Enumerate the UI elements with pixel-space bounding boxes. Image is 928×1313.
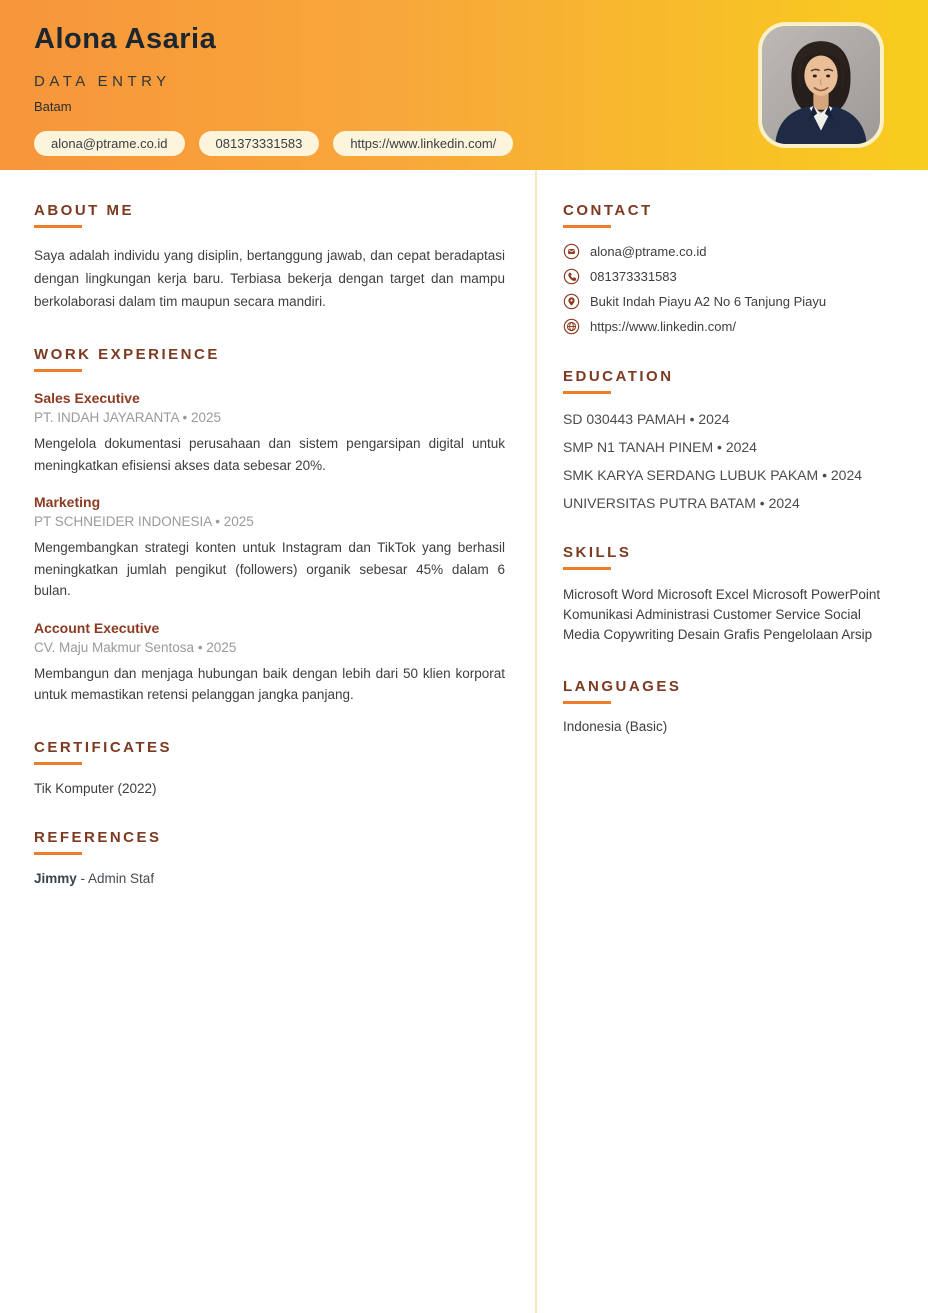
- email-icon: [563, 243, 580, 260]
- job-title: Account Executive: [34, 619, 160, 636]
- heading-underline: [34, 369, 82, 372]
- contact-row-email: [563, 243, 892, 260]
- person-name: Alona Asaria: [34, 23, 217, 55]
- education-item: SMK KARYA SERDANG LUBUK PAKAM • 2024: [563, 467, 863, 483]
- heading-underline: [563, 391, 611, 394]
- reference-role: - Admin Staf: [76, 870, 155, 886]
- phone-pill: 081373331583: [199, 131, 320, 156]
- job-entry: [34, 620, 505, 706]
- email-pill: alona@ptrame.co.id: [34, 131, 185, 156]
- languages-heading: LANGUAGES: [563, 678, 682, 695]
- education-list: [563, 411, 892, 511]
- about-heading: ABOUT ME: [34, 202, 134, 219]
- contact-phone-text: 081373331583: [590, 269, 677, 284]
- heading-underline: [563, 701, 611, 704]
- education-heading: EDUCATION: [563, 368, 674, 385]
- job-entry: [34, 390, 505, 476]
- right-column: [537, 170, 928, 1313]
- location-icon: [563, 293, 580, 310]
- skills-heading: SKILLS: [563, 544, 632, 561]
- contact-pills: [34, 131, 513, 156]
- heading-underline: [34, 852, 82, 855]
- section-references: [34, 829, 505, 886]
- certificates-heading: CERTIFICATES: [34, 738, 173, 756]
- contact-email-text: alona@ptrame.co.id: [590, 244, 707, 259]
- job-company: CV. Maju Makmur Sentosa • 2025: [34, 639, 237, 655]
- section-education: [563, 368, 892, 511]
- reference-name: Jimmy: [34, 870, 77, 886]
- contact-row-website: [563, 318, 892, 335]
- section-skills: [563, 544, 892, 645]
- job-entry: [34, 494, 505, 602]
- education-item: SMP N1 TANAH PINEM • 2024: [563, 439, 757, 455]
- skills-text: Microsoft Word Microsoft Excel Microsoft PowerPoint Komunikasi Administrasi Customer Service Social Media Copywriting Desain Grafis Pengelolaan Arsip: [563, 587, 881, 642]
- contact-list: [563, 243, 892, 335]
- contact-row-address: [563, 293, 892, 310]
- left-column: [0, 170, 537, 1313]
- reference-item: [34, 871, 505, 886]
- job-company: PT SCHNEIDER INDONESIA • 2025: [34, 514, 254, 529]
- main-content: [0, 170, 928, 1313]
- linkedin-pill[interactable]: https://www.linkedin.com/: [333, 131, 513, 156]
- person-location: Batam: [34, 99, 72, 114]
- references-heading: REFERENCES: [34, 828, 162, 846]
- certificate-item: Tik Komputer (2022): [34, 780, 157, 796]
- portrait-illustration: [762, 26, 880, 144]
- job-description: Mengembangkan strategi konten untuk Instagram dan TikTok yang berhasil meningkatkan jumlah pengikut (followers) organik sebesar 45% dalam 6 bulan.: [34, 540, 505, 598]
- contact-website-text[interactable]: https://www.linkedin.com/: [590, 319, 736, 334]
- phone-icon: [563, 268, 580, 285]
- heading-underline: [563, 567, 611, 570]
- job-description: Mengelola dokumentasi perusahaan dan sistem pengarsipan digital untuk meningkatkan efisiensi akses data sebesar 20%.: [34, 436, 505, 473]
- header-banner: [0, 0, 928, 170]
- job-title: Marketing: [34, 494, 101, 510]
- education-item: UNIVERSITAS PUTRA BATAM • 2024: [563, 495, 800, 511]
- job-title: Sales Executive: [34, 390, 140, 406]
- work-heading: WORK EXPERIENCE: [34, 346, 220, 363]
- heading-underline: [34, 762, 82, 765]
- section-contact: [563, 202, 892, 335]
- section-about: [34, 202, 505, 313]
- contact-row-phone: [563, 268, 892, 285]
- profile-photo: [758, 22, 884, 148]
- contact-heading: CONTACT: [563, 202, 653, 219]
- header-identity: [34, 0, 513, 156]
- heading-underline: [34, 225, 82, 228]
- globe-icon: [563, 318, 580, 335]
- section-languages: [563, 678, 892, 734]
- contact-address-text: Bukit Indah Piayu A2 No 6 Tanjung Piayu: [590, 294, 827, 309]
- section-work-experience: [34, 346, 505, 706]
- job-company: PT. INDAH JAYARANTA • 2025: [34, 410, 222, 425]
- language-item: Indonesia (Basic): [563, 719, 668, 734]
- education-item: SD 030443 PAMAH • 2024: [563, 411, 730, 427]
- job-description: Membangun dan menjaga hubungan baik dengan lebih dari 50 klien korporat untuk memastikan retensi pelanggan jangka panjang.: [34, 665, 505, 702]
- person-job-title: DATA ENTRY: [34, 73, 171, 90]
- heading-underline: [563, 225, 611, 228]
- about-text: Saya adalah individu yang disiplin, bertanggung jawab, dan cepat beradaptasi dengan lingkungan kerja baru. Terbiasa bekerja dengan target dan mampu berkolaborasi dalam tim maupun secara mandiri.: [34, 248, 505, 309]
- section-certificates: [34, 739, 505, 796]
